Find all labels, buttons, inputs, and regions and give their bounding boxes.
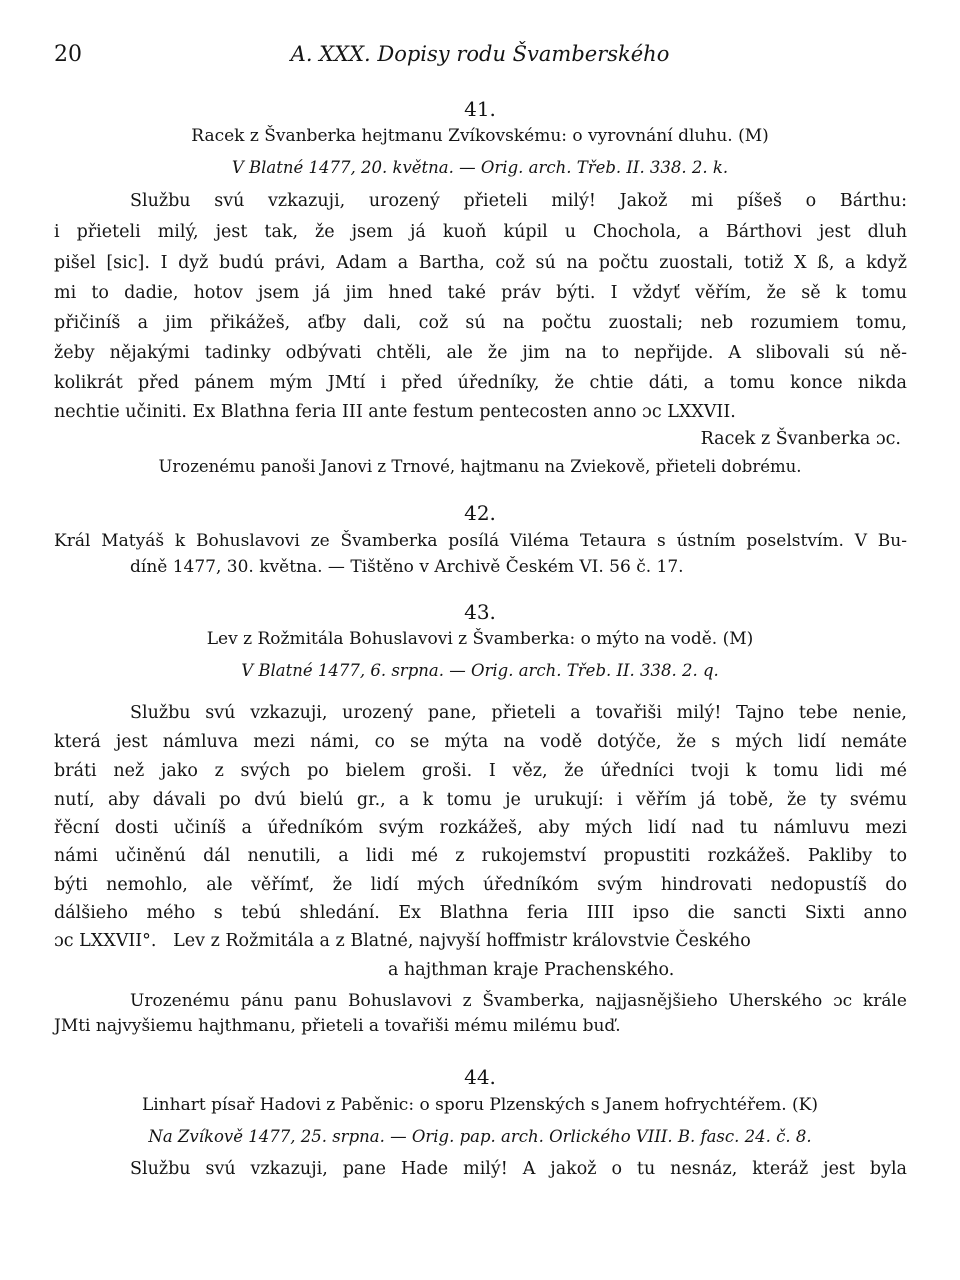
letter-summary: Lev z Rožmitála Bohuslavovi z Švamberka: o mýto na vodě. (M) <box>206 629 754 649</box>
letter-body-line: řěcní dosti učiníš a úředníkóm svým rozkážeš, aby mých lidí nad tu námluvu mezi <box>54 818 907 838</box>
letter-address-line: JMti najvyšiemu hajthmanu, přieteli a tovařiši mému milému buď. <box>54 1016 621 1036</box>
letter-number: 42. <box>464 501 496 525</box>
letter-body-line: nechtie učiniti. Ex Blathna feria III ante festum pentecosten anno ɔc LXXVII. <box>54 402 736 422</box>
letter-number: 41. <box>464 97 496 121</box>
letter-summary-line: Král Matyáš k Bohuslavovi ze Švamberka posílá Viléma Tetaura s ústním poselstvím. V Bu- <box>54 531 907 551</box>
letter-address: Urozenému panoši Janovi z Trnové, hajtmanu na Zviekově, přieteli dobrému. <box>158 457 802 476</box>
letter-dateline: V Blatné 1477, 20. května. — Orig. arch. Třeb. II. 338. 2. k. <box>231 158 729 177</box>
letter-body-line: i přieteli milý, jest tak, že jsem já kuoň kúpil u Chochola, a Bárthovi jest dluh <box>54 222 907 242</box>
letter-dateline: V Blatné 1477, 6. srpna. — Orig. arch. Třeb. II. 338. 2. q. <box>241 661 719 680</box>
running-title: A. XXX. Dopisy rodu Švamberského <box>290 42 670 66</box>
letter-body-line: námi učiněnú dál nenutili, a lidi mé z rukojemství propustiti rozkážeš. Pakliby to <box>54 846 907 866</box>
running-head <box>54 42 906 72</box>
letter-number: 43. <box>464 600 496 624</box>
letter-number: 44. <box>464 1065 496 1089</box>
letter-address-line: Urozenému pánu panu Bohuslavovi z Švamberka, najjasnějšieho Uherského ɔc krále <box>130 991 907 1011</box>
letter-body-line: bráti než jako z svých po bielem groši. I věz, že úředníci tvoji k tomu lidi mé <box>54 761 907 781</box>
letter-summary: Linhart písař Hadovi z Paběnic: o sporu Plzenských s Janem hofrychtéřem. (K) <box>141 1095 819 1115</box>
letter-summary-line: díně 1477, 30. května. — Tištěno v Archivě Českém VI. 56 č. 17. <box>130 557 684 577</box>
letter-body-line: Službu svú vzkazuji, urozený přieteli milý! Jakož mi píšeš o Bárthu: <box>130 191 907 211</box>
letter-body-line: Službu svú vzkazuji, pane Hade milý! A jakož o tu nesnáz, kteráž jest byla <box>130 1159 907 1179</box>
letter-body-line: ɔc LXXVII°. Lev z Rožmitála a z Blatné, najvyší hoffmistr královstvie Českého <box>54 931 751 951</box>
letter-body-line: dálšieho mého s tebú shledání. Ex Blathna feria IIII ipso die sancti Sixti anno <box>54 903 907 923</box>
letter-body-line: mi to dadie, hotov jsem já jim hned také práv býti. I vždyť věřím, že sě k tomu <box>54 283 907 303</box>
letter-body-line: která jest námluva mezi námi, co se mýta na vodě dotýče, že s mých lidí nemáte <box>54 732 907 752</box>
letter-body-line: přičiníš a jim přikážeš, aťby dali, což sú na počtu zuostali; neb rozumiem tomu, <box>54 313 907 333</box>
letter-dateline: Na Zvíkově 1477, 25. srpna. — Orig. pap. arch. Orlického VIII. B. fasc. 24. č. 8. <box>148 1127 812 1146</box>
letter-signature: a hajthman kraje Prachenského. <box>388 960 675 980</box>
letter-body-line: žeby nějakými tadinky odbývati chtěli, ale že jim na to nepřijde. A slibovali sú ně- <box>54 343 907 363</box>
letter-body-line: kolikrát před pánem mým JMtí i před úředníky, že chtie dáti, a tomu konce nikda <box>54 373 907 393</box>
letter-body-line: nutí, aby dávali po dvú bielú gr., a k tomu je urukují: i věřím já tobě, že ty svému <box>54 790 907 810</box>
letter-summary: Racek z Švanberka hejtmanu Zvíkovskému: o vyrovnání dluhu. (M) <box>191 126 769 146</box>
letter-body-line: Službu svú vzkazuji, urozený pane, přieteli a tovařiši milý! Tajno tebe nenie, <box>130 703 907 723</box>
letter-signature: Racek z Švanberka ɔc. <box>700 429 901 449</box>
page-number: 20 <box>54 42 82 67</box>
letter-body-line: býti nemohlo, ale věřímť, že lidí mých úředníkóm svým hindrovati nedopustíš do <box>54 875 907 895</box>
letter-body-line: pišel [sic]. I dyž budú právi, Adam a Bartha, což sú na počtu zuostali, totiž X ß, a když <box>54 253 907 273</box>
